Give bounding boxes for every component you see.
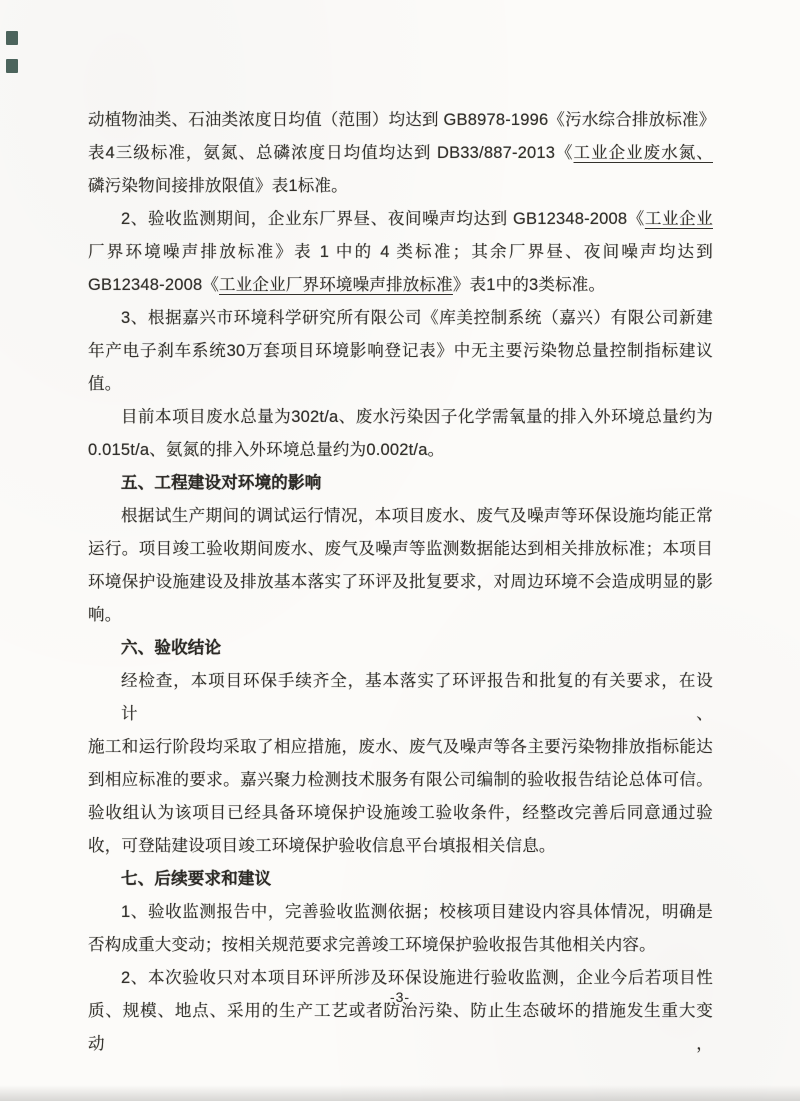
text-segment: 七、后续要求和建议 [121,870,272,888]
text-segment: 》表1中的3类标准。 [452,276,606,294]
text-segment: 表4三级标准，氨氮、总磷浓度日均值均达到 DB33/887-2013《 [88,144,574,162]
document-body [88,104,716,1061]
heading-5 [88,467,713,500]
text-line [88,764,713,797]
text-segment: 3、根据嘉兴市环境科学研究所有限公司《库美控制系统（嘉兴）有限公司新建 [121,309,713,327]
text-line [88,500,713,533]
underlined-standard-title: 工业企业 [644,210,713,228]
text-segment: 2、验收监测期间，企业东厂界昼、夜间噪声均达到 GB12348-2008《 [121,210,645,228]
scan-bottom-shadow [0,1085,800,1101]
heading-7 [88,863,713,896]
text-segment: 年产电子刹车系统30万套项目环境影响登记表》中无主要污染物总量控制指标建议 [88,342,713,360]
text-line [88,302,713,335]
text-line [88,830,713,863]
text-segment: 六、验收结论 [121,639,222,657]
text-segment: 值。 [88,375,122,393]
text-line [88,566,713,599]
page-number: -3- [389,989,411,1005]
text-line [88,236,713,269]
text-segment: 1、验收监测报告中，完善验收监测依据；校核项目建设内容具体情况，明确是 [121,903,713,921]
text-segment: 否构成重大变动；按相关规范要求完善竣工环境保护验收报告其他相关内容。 [88,936,656,954]
text-line [88,533,713,566]
underlined-standard-title: 工业企业厂界环境噪声排放标准 [219,276,453,294]
text-line [88,269,713,302]
text-line [88,731,713,764]
text-line [88,401,713,434]
text-line [88,335,713,368]
text-line [88,896,713,929]
text-segment: 目前本项目废水总量为302t/a、废水污染因子化学需氧量的排入外环境总量约为 [121,408,713,426]
text-segment: 到相应标准的要求。嘉兴聚力检测技术服务有限公司编制的验收报告结论总体可信。 [88,771,713,789]
text-segment: 响。 [88,606,122,624]
text-segment: 磷污染物间接排放限值》表1标准。 [88,177,348,195]
text-line [88,203,713,236]
text-line [88,434,713,467]
text-line [88,368,713,401]
underlined-standard-title: 工业企业废水氮、 [573,144,713,162]
text-segment: 五、工程建设对环境的影响 [121,474,322,492]
text-segment: 经检查，本项目环保手续齐全，基本落实了环评报告和批复的有关要求，在设计、 [121,672,713,723]
heading-6 [88,632,713,665]
text-line [88,104,716,137]
text-segment: 施工和运行阶段均采取了相应措施，废水、废气及噪声等各主要污染物排放指标能达 [88,738,713,756]
text-segment: 0.015t/a、氨氮的排入外环境总量约为0.002t/a。 [88,441,445,459]
text-segment: GB12348-2008《 [88,276,220,294]
scan-artifact-mark [6,31,18,45]
text-line [88,929,713,962]
text-line [88,137,713,170]
text-segment: 环境保护设施建设及排放基本落实了环评及批复要求，对周边环境不会造成明显的影 [88,573,713,591]
text-segment: 根据试生产期间的调试运行情况，本项目废水、废气及噪声等环保设施均能正常 [121,507,713,525]
text-segment: 验收组认为该项目已经具备环境保护设施竣工验收条件，经整改完善后同意通过验 [88,804,713,822]
text-segment: 质、规模、地点、采用的生产工艺或者防治污染、防止生态破坏的措施发生重大变动， [88,1002,713,1053]
text-segment: 收，可登陆建设项目竣工环境保护验收信息平台填报相关信息。 [88,837,556,855]
text-line [88,170,713,203]
text-line [88,599,713,632]
text-line [88,797,713,830]
text-line [88,665,713,731]
text-segment: 2、本次验收只对本项目环评所涉及环保设施进行验收监测，企业今后若项目性 [121,969,713,987]
text-segment: 动植物油类、石油类浓度日均值（范围）均达到 GB8978-1996《污水综合排放标准》 [88,111,716,129]
scan-artifact-mark [6,59,18,73]
text-segment: 厂界环境噪声排放标准》表 1 中的 4 类标准；其余厂界昼、夜间噪声均达到 [88,243,713,261]
text-segment: 运行。项目竣工验收期间废水、废气及噪声等监测数据能达到相关排放标准；本项目 [88,540,713,558]
